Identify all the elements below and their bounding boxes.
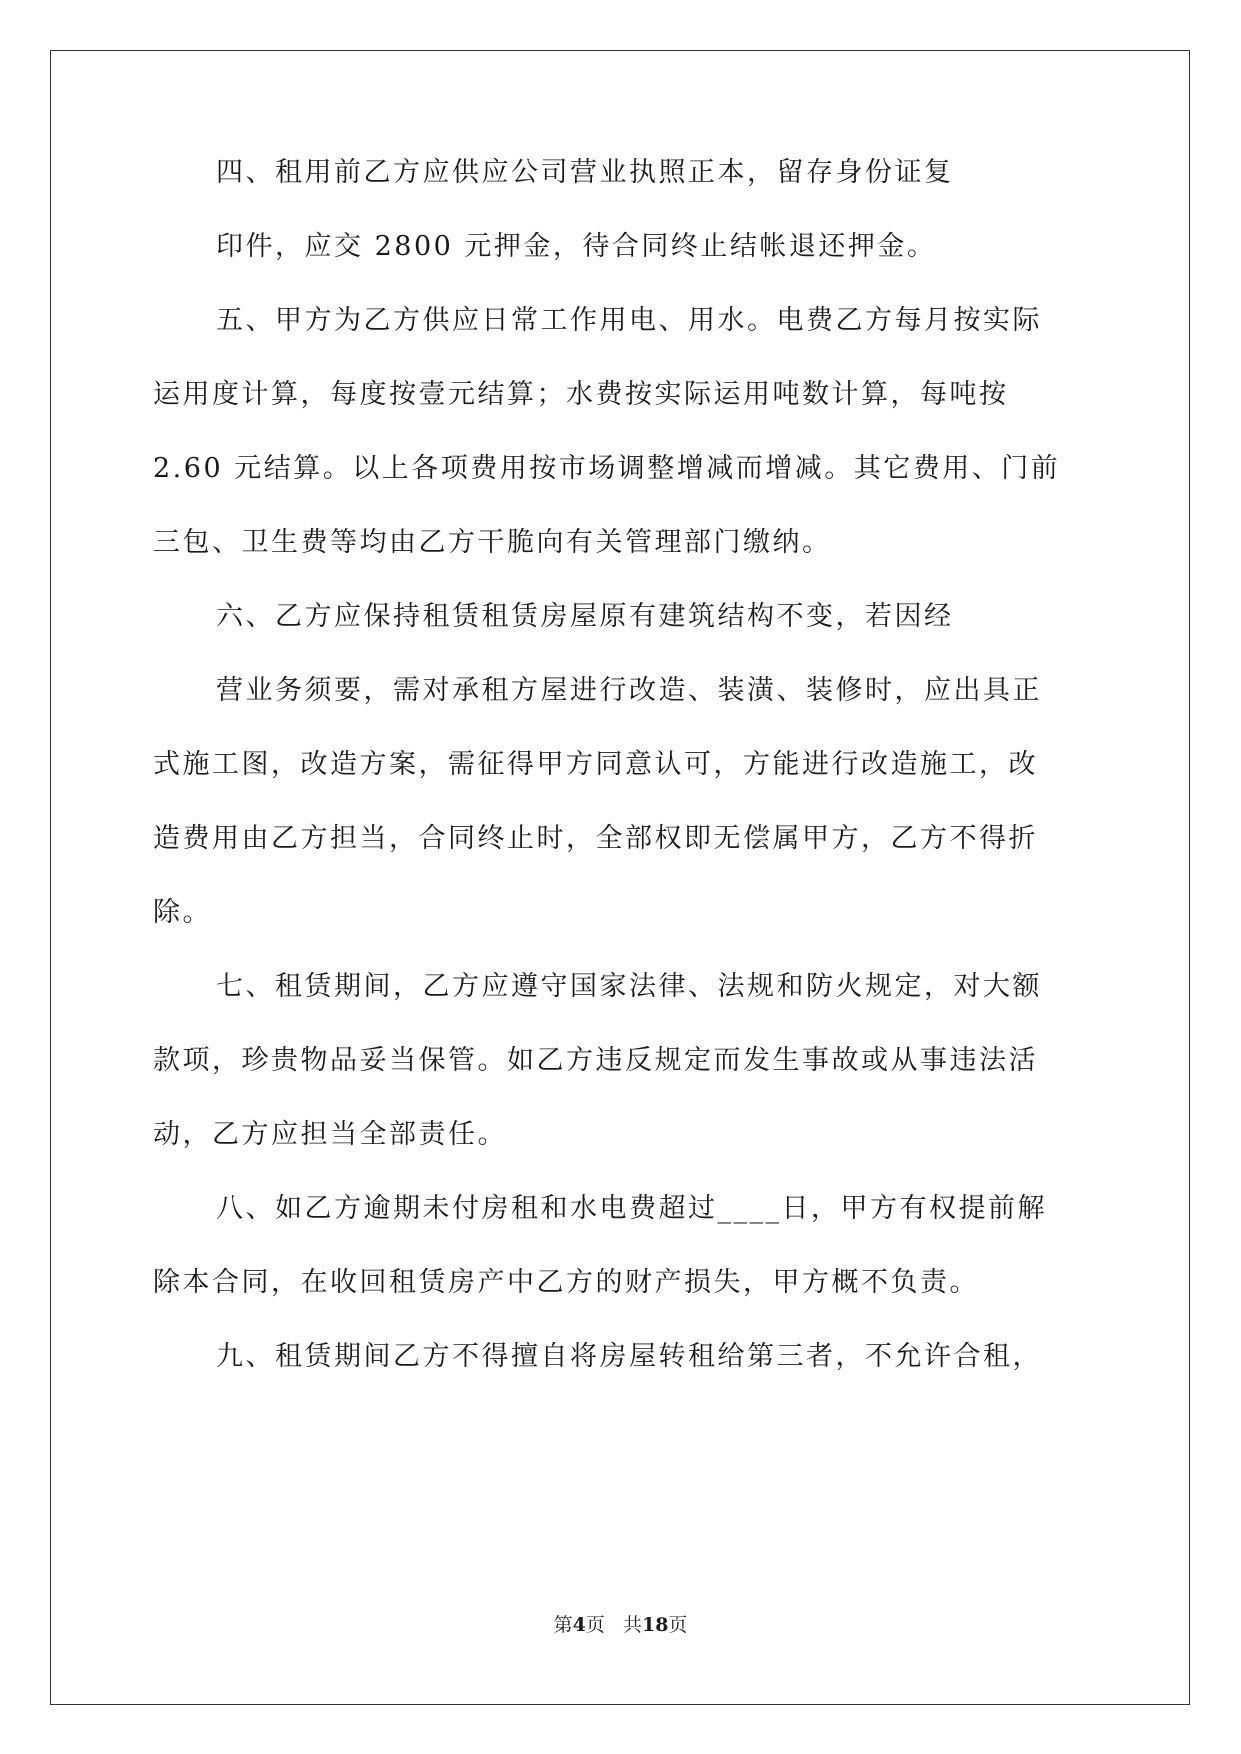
text-line: 除本合同，在收回租赁房产中乙方的财产损失，甲方概不负责。 [153,1267,979,1298]
text-line: 七、租赁期间，乙方应遵守国家法律、法规和防火规定，对大额 [216,971,1042,1002]
text-line: 营业务须要，需对承租方屋进行改造、装潢、装修时，应出具正 [216,675,1042,706]
text-line: 造费用由乙方担当，合同终止时，全部权即无偿属甲方，乙方不得折 [153,823,1038,854]
text-line: 款项，珍贵物品妥当保管。如乙方违反规定而发生事故或从事违法活 [153,1045,1038,1076]
text-line: 四、租用前乙方应供应公司营业执照正本，留存身份证复 [216,157,954,188]
footer-prefix: 第 [553,1614,573,1636]
text-line: 六、乙方应保持租赁租赁房屋原有建筑结构不变，若因经 [216,601,954,632]
page-border [50,50,1190,1705]
text-line: 三包、卫生费等均由乙方干脆向有关管理部门缴纳。 [153,527,832,558]
footer-total-unit: 页 [668,1614,688,1636]
text-line: 八、如乙方逾期未付房租和水电费超过____日，甲方有权提前解 [216,1193,1047,1224]
text-line: 除。 [153,897,212,928]
total-pages-number: 18 [641,1614,669,1636]
footer-total-prefix: 共 [622,1614,642,1636]
page-footer [0,1613,1241,1637]
text-line: 五、甲方为乙方供应日常工作用电、用水。电费乙方每月按实际 [216,305,1042,336]
text-line: 印件，应交 2800 元押金，待合同终止结帐退还押金。 [216,231,937,262]
text-line: 九、租赁期间乙方不得擅自将房屋转租给第三者，不允许合租， [216,1341,1042,1372]
text-line: 动，乙方应担当全部责任。 [153,1119,507,1150]
current-page-number: 4 [572,1614,586,1636]
footer-page-unit: 页 [585,1614,605,1636]
text-line: 运用度计算，每度按壹元结算；水费按实际运用吨数计算，每吨按 [153,379,1009,410]
text-line: 2.60 元结算。以上各项费用按市场调整增减而增减。其它费用、门前 [153,453,1061,484]
text-line: 式施工图，改造方案，需征得甲方同意认可，方能进行改造施工，改 [153,749,1038,780]
